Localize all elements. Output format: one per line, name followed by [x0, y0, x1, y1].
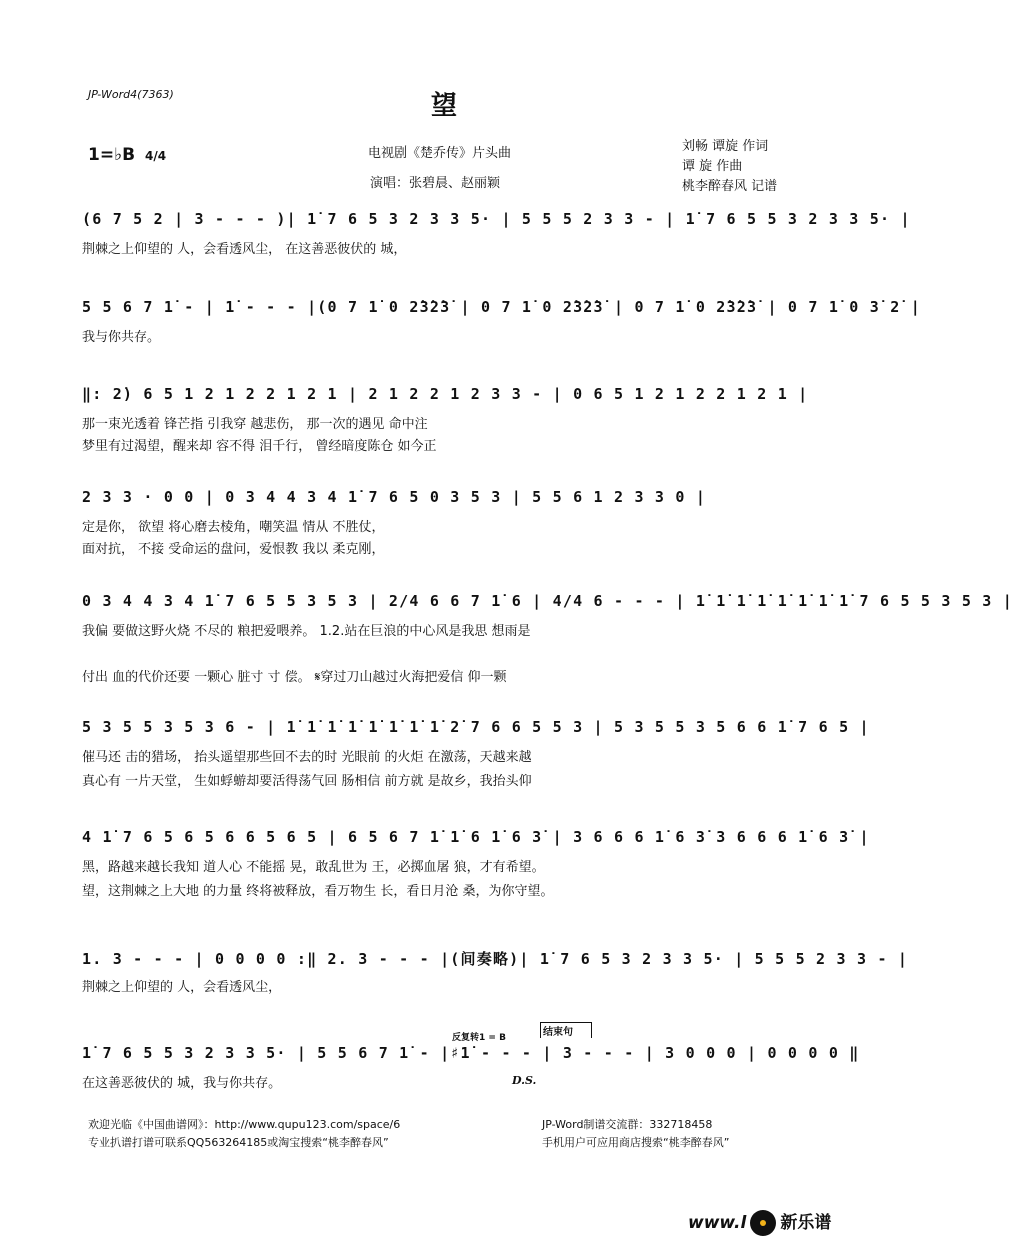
notation-line: 1̇ 7 6 5 5 3 2 3 3 5· | 5 5 6 7 1̇ - |♯1̇ - - - | 3 - - - | 3 0 0 0 | 0 0 0 0 ‖	[82, 1044, 860, 1062]
subtitle-singers: 演唱：张碧晨、赵丽颖	[370, 176, 501, 191]
lyric-line: 荆棘之上仰望的 人，会看透风尘， 在这善恶彼伏的 城，	[82, 242, 407, 257]
notation-line: ‖: 2̇) 6 5 1 2 1 2 2 1 2 1 | 2 1 2 2 1 2 3 3 - | 0 6 5 1 2 1 2 2 1 2 1 |	[82, 385, 809, 403]
score-system-1	[82, 210, 911, 296]
score-system-2	[82, 298, 921, 384]
credit-score: 桃李醉春风 记谱	[682, 179, 778, 194]
lyric-line: 催马还 击的猎场， 抬头遥望那些回不去的时 光眼前 的火炬 在激荡，天越来越	[82, 750, 532, 765]
subtitle-drama: 电视剧《楚乔传》片头曲	[368, 146, 512, 161]
notation-line: 4 1̇ 7 6 5 6 5 6 6 5 6 5 | 6 5 6 7 1̇ 1̇ 6 1̇ 6 3̇ | 3 6 6 6 1̇ 6 3̇ 3 6 6 6 1̇ 6 3̇ |	[82, 828, 870, 846]
logo-brand: 新乐谱	[780, 1213, 832, 1233]
software-label: JP-Word4(7363)	[88, 88, 174, 101]
footer-contact: 专业扒谱打谱可联系QQ563264185或淘宝搜索“桃李醉春风”	[88, 1136, 389, 1149]
time-signature: 4/4	[144, 149, 167, 163]
lyric-line: 付出 血的代价还要 一颗心 脏寸 寸 偿。 𝄋穿过刀山越过火海把爱信 仰一颗	[82, 670, 507, 685]
notation-line: 1. 3 - - - | 0 0 0 0 :‖ 2. 3 - - - |(间奏略)| 1̇ 7 6 5 3 2 3 3 5· | 5 5 5 2 3 3 - |	[82, 950, 909, 968]
notation-line: 0 3 4 4 3 4 1̇ 7 6 5 5 3 5 3 | 2/4 6 6 7 1̇ 6 | 4/4 6 - - - | 1̇ 1̇ 1̇ 1̇ 1̇ 1̇ 1̇ 1̇ 7 6 5 5 3 5 3 |	[82, 592, 1013, 610]
coda-label: 结束句	[540, 1022, 592, 1038]
key-signature	[88, 145, 166, 165]
lyric-line: 梦里有过渴望，醒来却 容不得 泪千行， 曾经暗度陈仓 如今正	[82, 439, 437, 454]
site-logo	[688, 1208, 831, 1236]
score-system-7	[82, 828, 870, 914]
notation-line: 5 3 5 5 3 5 3 6 - | 1̇ 1̇ 1̇ 1̇ 1̇ 1̇ 1̇ 1̇ 2̇ 7 6 6 5 5 3 | 5 3 5 5 3 5 6 6 1̇ 7 6 5 |	[82, 718, 870, 736]
lyric-line: 面对抗， 不接 受命运的盘问，爱恨教 我以 柔克刚，	[82, 542, 385, 557]
lyric-line: 黑，路越来越长我知 道人心 不能摇 晃，敢乱世为 王，必掷血屠 狼，才有希望。	[82, 860, 545, 875]
score-system-5	[82, 592, 1013, 685]
lyric-line: 那一束光透着 锋芒指 引我穿 越悲伤， 那一次的遇见 命中注	[82, 417, 428, 432]
lyric-line: 真心有 一片天堂， 生如蜉蝣却要活得荡气回 肠相信 前方就 是故乡，我抬头仰	[82, 774, 532, 789]
credit-music: 谭 旋 作曲	[682, 159, 743, 174]
score-system-6	[82, 718, 870, 804]
notation-line: (6 7 5 2 | 3 - - - )| 1̇ 7 6 5 3 2 3 3 5· | 5 5 5 2 3 3 - | 1̇ 7 6 5 5 3 2 3 3 5· |	[82, 210, 911, 228]
score-system-8	[82, 948, 909, 1034]
lyric-line: 在这善恶彼伏的 城，我与你共存。	[82, 1076, 282, 1091]
lyric-line: 荆棘之上仰望的 人，会看透风尘，	[82, 980, 282, 995]
footer-app: 手机用户可应用商店搜索“桃李醉春风”	[542, 1136, 730, 1149]
notation-line: 2 3 3 · 0 0 | 0 3 4 4 3 4 1̇ 7 6 5 0 3 5 3 | 5 5 6 1 2 3 3 0 |	[82, 488, 707, 506]
score-system-3	[82, 385, 812, 471]
footer-website: 欢迎光临《中国曲谱网》：http://www.qupu123.com/space/6	[88, 1118, 401, 1131]
lyric-line: 我偏 要做这野火烧 不尽的 粮把爱喂养。 1.2.站在巨浪的中心风是我思 想雨是	[82, 624, 531, 639]
record-icon	[750, 1210, 776, 1236]
logo-url: www.l	[688, 1213, 747, 1233]
ds-key-change: 反复转1 = B	[452, 1033, 506, 1043]
lyric-line: 定是你， 欲望 将心磨去棱角，嘲笑温 情从 不胜仗，	[82, 520, 385, 535]
ds-mark: D.S.	[512, 1074, 537, 1087]
credit-lyrics: 刘畅 谭旋 作词	[682, 139, 769, 154]
lyric-line: 望，这荆棘之上大地 的力量 终将被释放，看万物生 长，看日月沧 桑，为你守望。	[82, 884, 554, 899]
song-title: 望	[430, 91, 457, 121]
key-text: 1=♭B	[88, 145, 136, 165]
lyric-line: 我与你共存。	[82, 330, 161, 345]
footer-group: JP-Word制谱交流群：332718458	[542, 1118, 713, 1131]
notation-line: 5 5 6 7 1̇ - | 1̇ - - - |(0 7 1̇ 0 2̇3̇2̇3̇ | 0 7 1̇ 0 2̇3̇2̇3̇ | 0 7 1̇ 0 2̇3̇2̇3̇ | 0 7 1̇ 0 3̇ 2̇ |	[82, 298, 921, 316]
score-system-4	[82, 488, 812, 574]
